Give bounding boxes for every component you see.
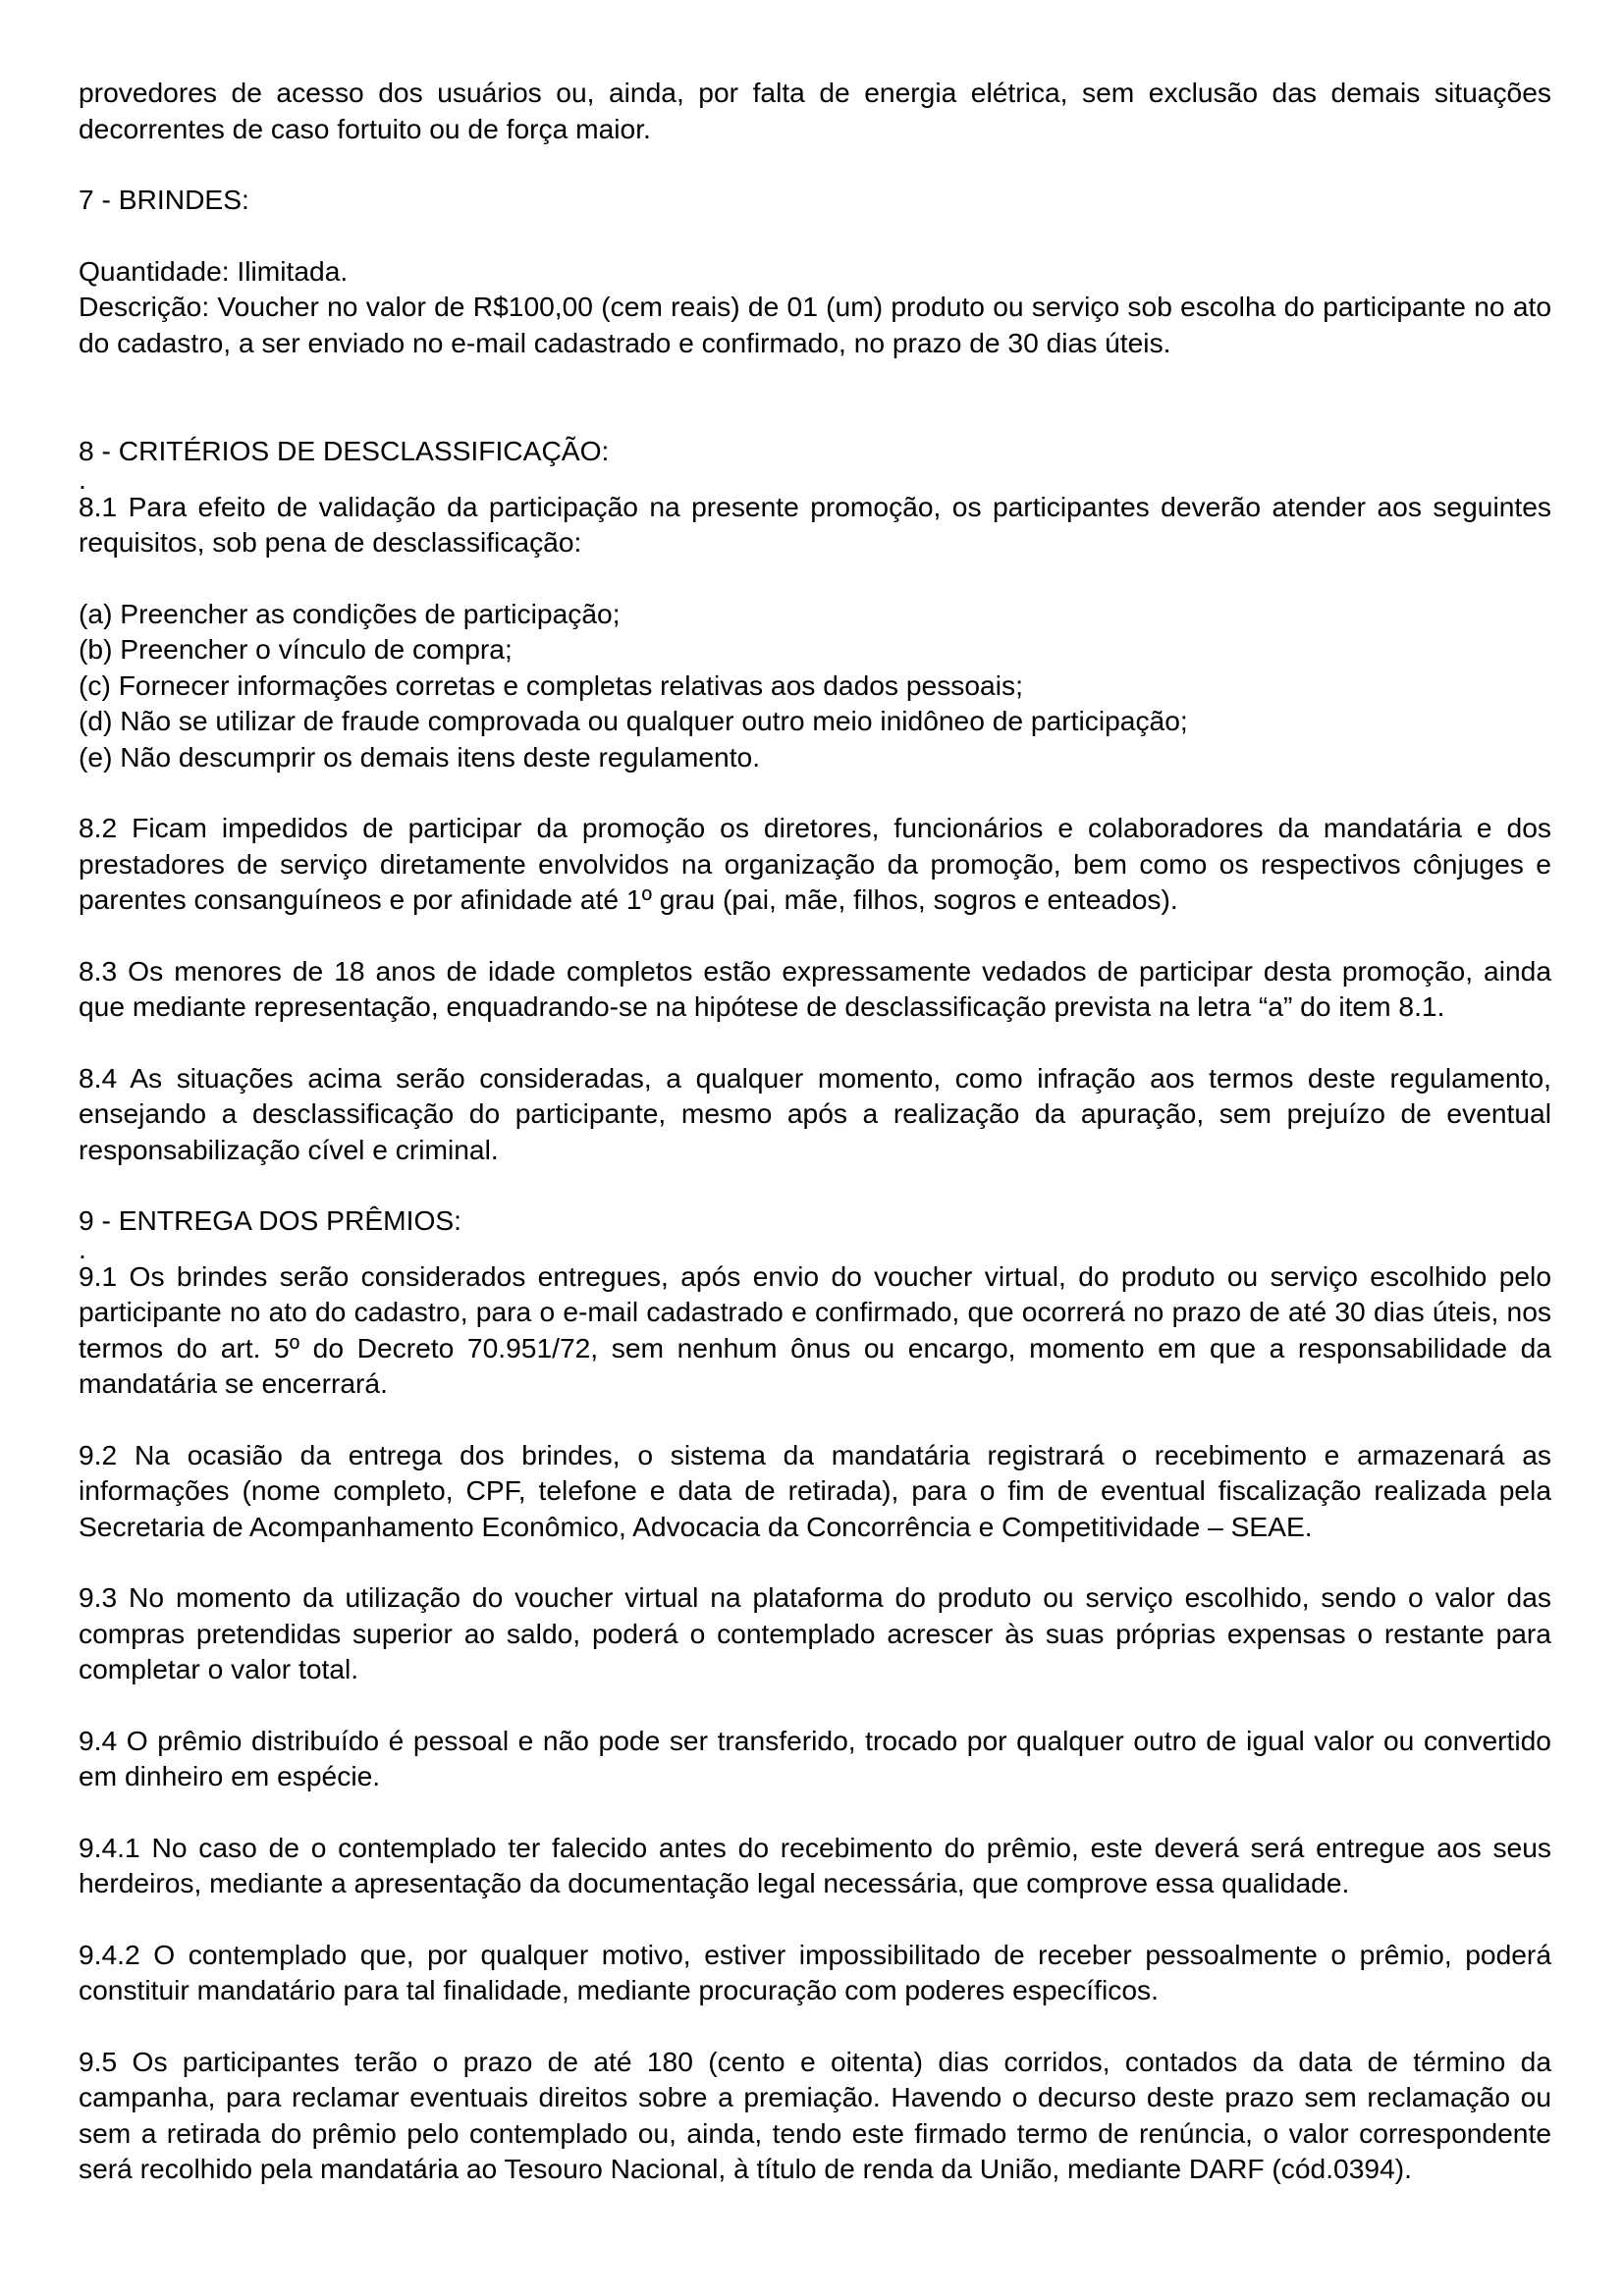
spacer — [79, 1687, 1551, 1723]
paragraph-9-4-2: 9.4.2 O contemplado que, por qualquer motivo, estiver impossibilitado de receber pessoalmente o prêmio, poderá constituir mandatário para tal finalidade, mediante procuração com poderes específicos. — [79, 1938, 1551, 2005]
document-page — [79, 75, 1551, 2187]
requirement-item-a: (a) Preencher as condições de participação; — [79, 597, 621, 629]
section-7-heading: 7 - BRINDES: — [79, 184, 249, 215]
brindes-description: Descrição: Voucher no valor de R$100,00 (cem reais) de 01 (um) produto ou serviço sob escolha do participante no ato do cadastro, a ser enviado no e-mail cadastrado e confirmado, no prazo de 30 dias úteis. — [79, 291, 1551, 358]
requirement-item-c: (c) Fornecer informações corretas e completas relativas aos dados pessoais; — [79, 668, 1023, 701]
requirements-list — [79, 596, 1551, 775]
paragraph-8-2: 8.2 Ficam impedidos de participar da promoção os diretores, funcionários e colaboradores da mandatária e dos prestadores de serviço diretamente envolvidos na organização da promoção, bem como os respectivos cônjuges e parentes consanguíneos e por afinidade até 1º grau (pai, mãe, filhos, sogros e enteados). — [79, 812, 1551, 915]
requirement-item-e: (e) Não descumprir os demais itens deste regulamento. — [79, 740, 761, 773]
paragraph-9-5: 9.5 Os participantes terão o prazo de até 180 (cento e oitenta) dias corridos, contados da data de término da campanha, para reclamar eventuais direitos sobre a premiação. Havendo o decurso deste prazo sem reclamação ou sem a retirada do prêmio pelo contemplado ou, ainda, tendo este firmado termo de renúncia, o valor correspondente será recolhido pela mandatária ao Tesouro Nacional, à título de renda da União, mediante DARF (cód.0394). — [79, 2045, 1551, 2184]
paragraph-9-4-1: 9.4.1 No caso de o contemplado ter falecido antes do recebimento do prêmio, este deverá será entregue aos seus herdeiros, mediante a apresentação da documentação legal necessária, que comprove essa qualidade. — [79, 1831, 1551, 1898]
section-8-heading: 8 - CRITÉRIOS DE DESCLASSIFICAÇÃO: — [79, 435, 610, 466]
paragraph-9-4: 9.4 O prêmio distribuído é pessoal e não pode ser transferido, trocado por qualquer outro de igual valor ou convertido em dinheiro em espécie. — [79, 1724, 1551, 1791]
paragraph-9-1: 9.1 Os brindes serão considerados entregues, após envio do voucher virtual, do produto ou serviço escolhido pelo participante no ato do cadastro, para o e-mail cadastrado e confirmado, que ocorrerá no prazo de até 30 dias úteis, nos termos do art. 5º do Decreto 70.951/72, sem nenhum ônus ou encargo, momento em que a responsabilidade da mandatária se encerrará. — [79, 1259, 1551, 1399]
spacer — [79, 360, 1551, 433]
spacer — [79, 1402, 1551, 1437]
paragraph-9-3: 9.3 No momento da utilização do voucher virtual na plataforma do produto ou serviço escolhido, sendo o valor das compras pretendidas superior ao saldo, poderá o contemplado acrescer às suas próprias expensas o restante para completar o valor total. — [79, 1581, 1551, 1684]
section-9-dot: . — [79, 1232, 86, 1264]
paragraph-9-2: 9.2 Na ocasião da entrega dos brindes, o sistema da mandatária registrará o recebimento e armazenará as informações (nome completo, CPF, telefone e data de retirada), para o fim de eventual fiscalização realizada pela Secretaria de Acompanhamento Econômico, Advocacia da Concorrência e Competitividade – SEAE. — [79, 1438, 1551, 1542]
section-8-dot: . — [79, 462, 86, 495]
paragraph-8-3: 8.3 Os menores de 18 anos de idade completos estão expressamente vedados de participar desta promoção, ainda que mediante representação, enquadrando-se na hipótese de desclassificação prevista na letra “a” do item 8.1. — [79, 954, 1551, 1022]
paragraph-8-1: 8.1 Para efeito de validação da participação na presente promoção, os participantes deverão atender aos seguintes requisitos, sob pena de desclassificação: — [79, 490, 1551, 558]
spacer — [79, 1901, 1551, 1937]
section-9-heading: 9 - ENTREGA DOS PRÊMIOS: — [79, 1204, 461, 1236]
requirement-item-b: (b) Preencher o vínculo de compra; — [79, 633, 513, 665]
spacer — [79, 774, 1551, 810]
brindes-quantity: Quantidade: Ilimitada. — [79, 254, 349, 287]
spacer — [79, 1794, 1551, 1830]
spacer — [79, 146, 1551, 182]
paragraph-8-4: 8.4 As situações acima serão consideradas, a qualquer momento, como infração aos termos deste regulamento, ensejando a desclassificação do participante, mesmo após a realização da apuração, sem prejuízo de eventual responsabilização cível e criminal. — [79, 1061, 1551, 1165]
spacer — [79, 1167, 1551, 1202]
requirement-item-d: (d) Não se utilizar de fraude comprovada ou qualquer outro meio inidôneo de participação; — [79, 705, 1188, 736]
spacer — [79, 2008, 1551, 2044]
spacer — [79, 218, 1551, 253]
spacer — [79, 1544, 1551, 1579]
intro-paragraph: provedores de acesso dos usuários ou, ainda, por falta de energia elétrica, sem exclusão das demais situações decorrentes de caso fortuito ou de força maior. — [79, 77, 1551, 144]
spacer — [79, 561, 1551, 596]
spacer — [79, 1025, 1551, 1060]
spacer — [79, 918, 1551, 953]
